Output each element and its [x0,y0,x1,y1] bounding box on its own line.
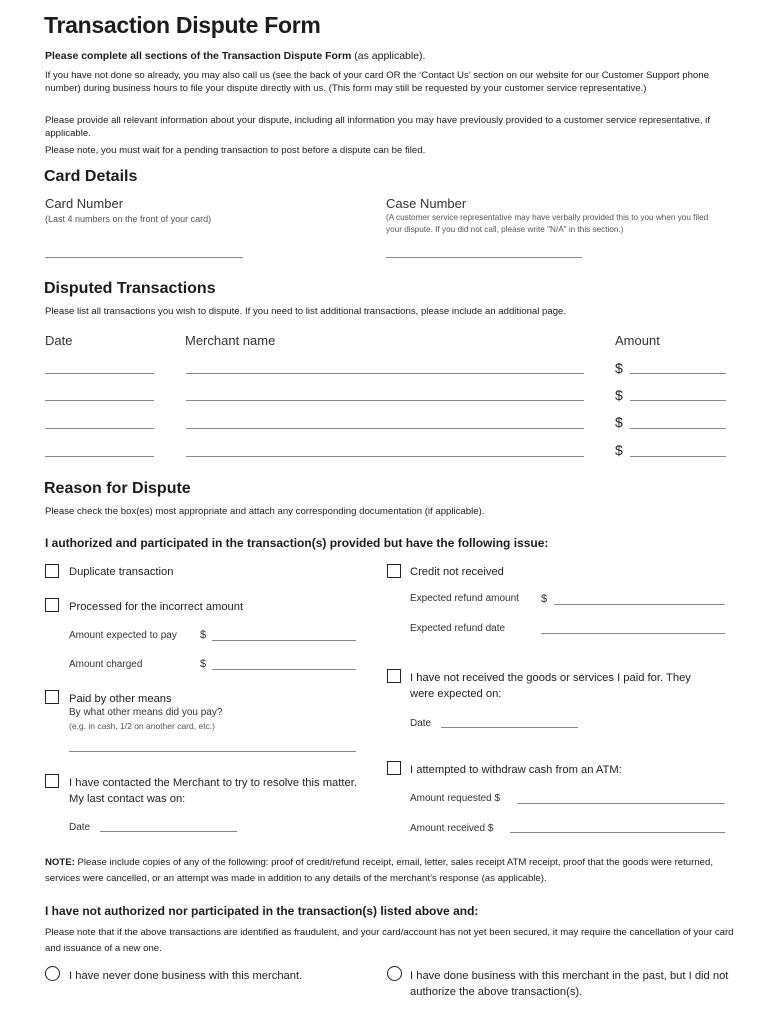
intro-paragraph-2: Please provide all relevant information about your dispute, including all information you may have previously provided to a customer service representative, if applicable. [45,115,710,139]
amount-requested-label: Amount requested $ [410,793,501,804]
amount-expected-label: Amount expected to pay [69,630,177,641]
atm-label: I attempted to withdraw cash from an ATM: [410,764,622,776]
transaction-date-field[interactable] [45,400,154,401]
credit-not-received-label: Credit not received [410,566,504,578]
intro-paragraph-1: If you have not done so already, you may also call us (see the back of your card OR the ‘Contact Us’ section on our website for our Customer Support phone number) during business hours to file your dispute directly with us. (This form may still be requested by your customer service representative.) [45,70,709,94]
case-number-label: Case Number [386,196,467,211]
past-business-radio[interactable] [387,966,402,981]
amount-charged-label: Amount charged [69,659,143,670]
intro-lead [45,50,735,63]
other-means-checkbox[interactable] [45,690,59,704]
other-means-label: Paid by other means [69,693,172,705]
atm-checkbox[interactable] [387,761,401,775]
currency-symbol: $ [615,442,623,458]
other-means-field[interactable] [69,751,356,752]
note-label: NOTE: [45,857,75,868]
amount-received-label: Amount received $ [410,823,494,834]
transaction-date-field[interactable] [45,428,154,429]
transaction-amount-field[interactable] [630,428,726,429]
goods-not-received-checkbox[interactable] [387,669,401,683]
other-means-question: By what other means did you pay? [69,707,223,718]
currency-symbol: $ [200,658,207,670]
duplicate-checkbox[interactable] [45,564,59,578]
card-number-label: Card Number [45,196,124,211]
expected-refund-date-label: Expected refund date [410,623,506,634]
expected-refund-date-field[interactable] [541,633,725,634]
currency-symbol: $ [541,593,548,605]
transaction-amount-field[interactable] [630,400,726,401]
reason-note: Please check the box(es) most appropriate and attach any corresponding documentation (if applicable). [45,506,485,517]
col-merchant-header: Merchant name [185,333,276,348]
amount-expected-field[interactable] [212,640,356,641]
reason-heading: Reason for Dispute [44,480,191,497]
documentation-note [45,855,735,887]
intro-lead-bold: Please complete all sections of the Transaction Dispute Form [45,50,352,62]
duplicate-label: Duplicate transaction [69,566,174,578]
card-number-field[interactable] [45,257,243,258]
card-number-hint: (Last 4 numbers on the front of your card) [45,214,212,224]
expected-refund-amount-field[interactable] [554,604,725,605]
amount-requested-field[interactable] [517,803,725,804]
transaction-merchant-field[interactable] [186,373,584,374]
never-business-label: I have never done business with this merchant. [69,970,303,982]
transaction-merchant-field[interactable] [186,428,584,429]
credit-not-received-checkbox[interactable] [387,564,401,578]
card-details-heading: Card Details [44,168,138,185]
goods-date-label: Date [410,718,432,729]
transaction-amount-field[interactable] [630,373,726,374]
authorized-heading: I authorized and participated in the transaction(s) provided but have the following issue: [45,536,549,550]
contacted-merchant-label: I have contacted the Merchant to try to resolve this matter. My last contact was on: [69,777,357,805]
incorrect-amount-checkbox[interactable] [45,598,59,612]
transaction-merchant-field[interactable] [186,456,584,457]
contacted-merchant-checkbox[interactable] [45,774,59,788]
transaction-merchant-field[interactable] [186,400,584,401]
unauthorized-note: Please note that if the above transactions are identified as fraudulent, and your card/account has not yet been secured, it may require the cancellation of your card and issuance of a new one. [45,927,734,954]
never-business-radio[interactable] [45,966,60,981]
unauthorized-heading: I have not authorized nor participated in the transaction(s) listed above and: [45,904,479,918]
transaction-amount-field[interactable] [630,456,726,457]
other-means-example: (e.g. in cash, 1/2 on another card, etc.) [69,721,215,731]
incorrect-amount-label: Processed for the incorrect amount [69,601,244,613]
goods-date-field[interactable] [441,727,578,728]
transaction-date-field[interactable] [45,456,154,457]
case-number-field[interactable] [386,257,582,258]
col-date-header: Date [45,333,73,348]
contact-date-label: Date [69,822,91,833]
currency-symbol: $ [615,360,623,376]
intro-paragraph-3: Please note, you must wait for a pending transaction to post before a dispute can be filed. [45,145,426,156]
amount-received-field[interactable] [510,832,725,833]
expected-refund-amount-label: Expected refund amount [410,593,519,604]
currency-symbol: $ [615,414,623,430]
goods-not-received-label: I have not received the goods or services I paid for. They were expected on: [410,672,691,700]
amount-charged-field[interactable] [212,669,356,670]
note-text: Please include copies of any of the following: proof of credit/refund receipt, email, letter, sales receipt ATM receipt, proof that the goods were returned, services were cancelled, or an attempt was made in addition to any details of the merchant’s response (as applicable). [45,857,714,884]
contact-date-field[interactable] [100,831,237,832]
case-number-hint: (A customer service representative may have verbally provided this to you when you filed your dispute. If you did not call, please write "N/A" in this section.) [386,213,709,234]
col-amount-header: Amount [615,333,660,348]
disputed-transactions-note: Please list all transactions you wish to dispute. If you need to list additional transactions, please include an additional page. [45,306,567,317]
currency-symbol: $ [615,387,623,403]
past-business-label: I have done business with this merchant in the past, but I did not authorize the above transaction(s). [410,970,729,998]
currency-symbol: $ [200,629,207,641]
transaction-date-field[interactable] [45,373,154,374]
page-title: Transaction Dispute Form [44,12,321,38]
intro-lead-rest: (as applicable). [351,50,426,62]
disputed-transactions-heading: Disputed Transactions [44,280,216,297]
